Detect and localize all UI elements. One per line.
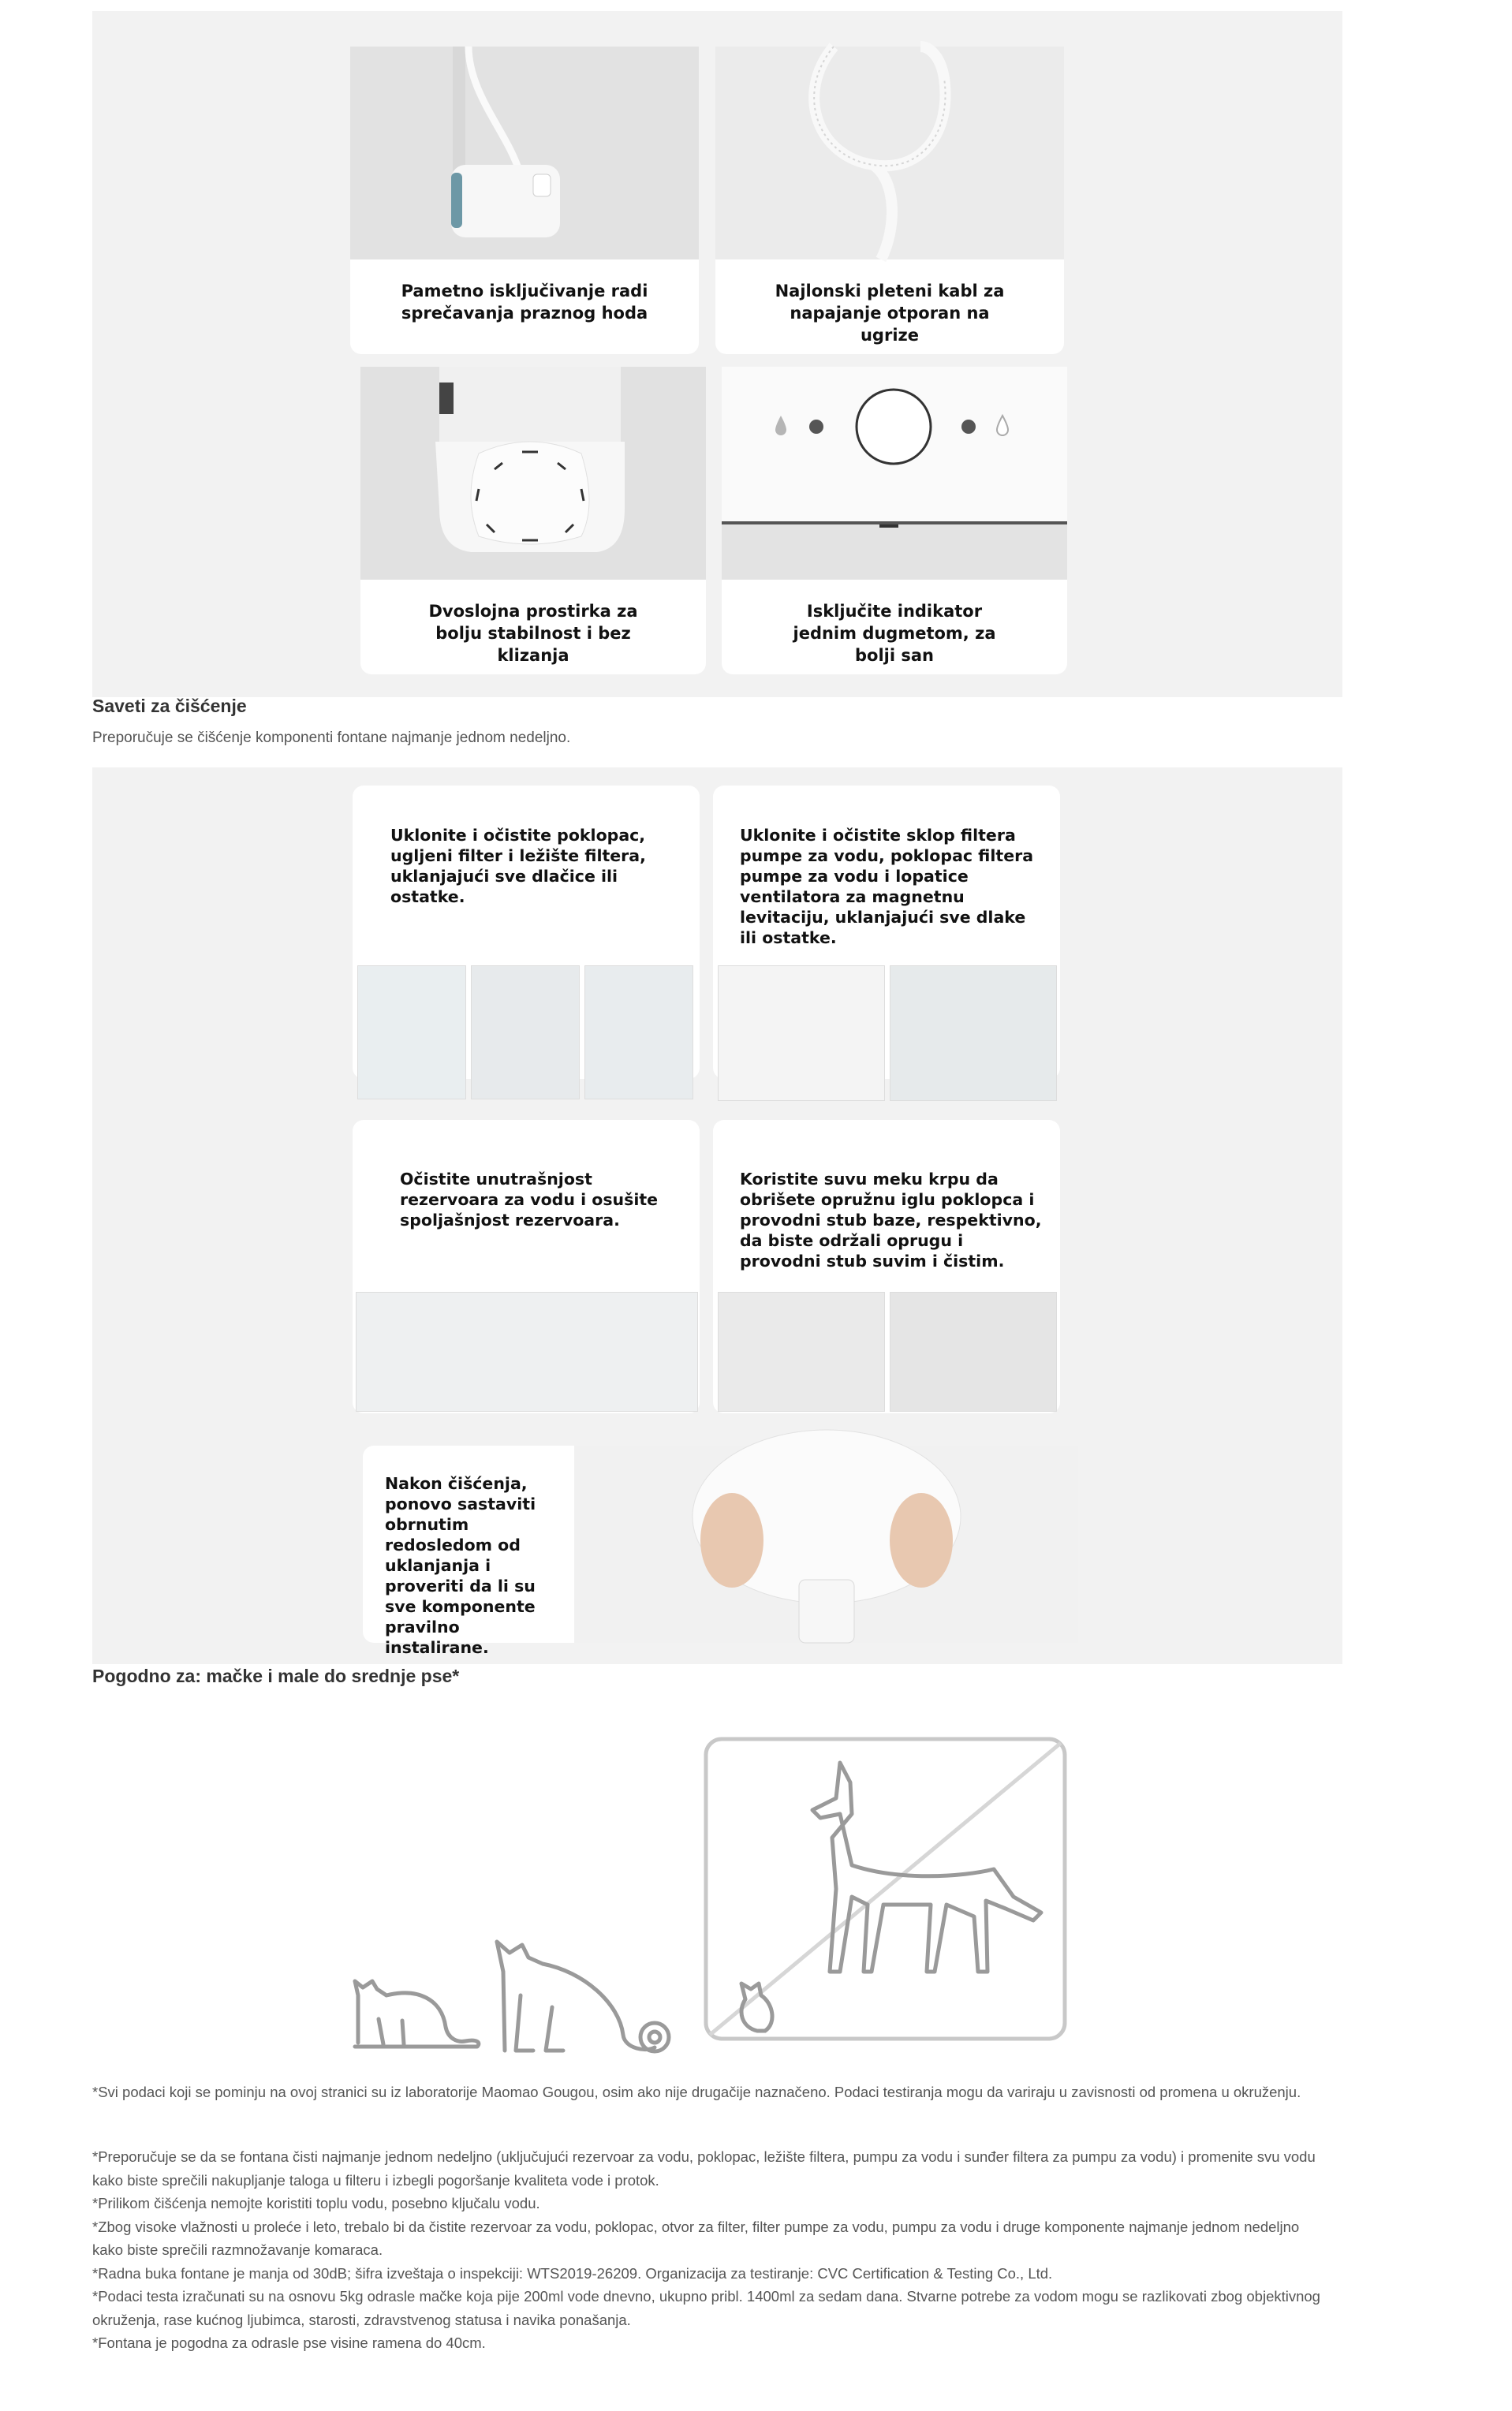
indicator-illustration	[722, 367, 1067, 580]
reassembly-illustration	[574, 1446, 1078, 1643]
footnote: *Podaci testa izračunati su na osnovu 5kg odrasle mačke koja pije 200ml vode dnevno, ukupno pribl. 1400ml za sedam dana. Stvarne potrebe za vodom mogu se razlikovati zbog objektivnog okruženja, rase kućnog ljubimca, starosti, zdravstvenog statusa i navika ponašanja.	[92, 2288, 1320, 2328]
braided-cable-illustration	[715, 47, 1064, 259]
footnote-list	[92, 2145, 1323, 2355]
fountain-base-illustration	[360, 367, 706, 580]
fountain-pole-illustration	[350, 47, 699, 259]
footnote: *Prilikom čišćenja nemojte koristiti toplu vodu, posebno ključalu vodu.	[92, 2195, 540, 2211]
step-photo	[584, 965, 693, 1099]
step-photo	[356, 1292, 698, 1412]
auto-shutoff-image	[350, 47, 699, 259]
feature-caption: Isključite indikator jednim dugmetom, za bolji san	[793, 602, 996, 665]
suitable-title: Pogodno za: mačke i male do srednje pse*	[92, 1666, 460, 1686]
footnote: *Radna buka fontane je manja od 30dB; šifra izveštaja o inspekciji: WTS2019-26209. Organizacija za testiranje: CVC Certification & Testing Co., Ltd.	[92, 2264, 1053, 2282]
step-text: Nakon čišćenja, ponovo sastaviti obrnutim redosledom od uklanjanja i proveriti da li su sve komponente pravilno instalirane.	[385, 1474, 536, 1657]
features-panel	[92, 11, 1342, 697]
large-dog-not-suitable-icon	[706, 1739, 1065, 2039]
cleaning-steps-panel	[92, 767, 1342, 1664]
step-photo	[357, 965, 466, 1099]
step-text: Koristite suvu meku krpu da obrišete opružnu iglu poklopca i provodni stub baze, respektivno, da biste održali oprugu i provodni stub suvim i čistim.	[740, 1170, 1042, 1271]
feature-card-base-mat	[360, 367, 706, 674]
indicator-button-image	[722, 367, 1067, 580]
step-text: Uklonite i očistite poklopac, ugljeni filter i ležište filtera, uklanjajući sve dlačice ili ostatke.	[390, 826, 646, 906]
step-photo	[718, 1292, 885, 1412]
large-cat-icon	[497, 1942, 669, 2051]
small-cat-icon	[355, 1981, 479, 2047]
braided-cable-image	[715, 47, 1064, 259]
footnote: *Fontana je pogodna za odrasle pse visine ramena do 40cm.	[92, 2334, 486, 2351]
cleaning-step-1	[353, 786, 700, 1079]
step-photo	[574, 1446, 1078, 1643]
footnote: *Zbog visoke vlažnosti u proleće i leto, trebalo bi da čistite rezervoar za vodu, poklopac, otvor za filter, filter pumpe za vodu, pumpu za vodu i druge komponente najmanje jednom nedeljno kako biste sprečili razmnožavanje komaraca.	[92, 2218, 1300, 2258]
footnote: *Preporučuje se da se fontana čisti najmanje jednom nedeljno (uključujući rezervoar za vodu, poklopac, ležište filtera, pumpu za vodu i sunđer filtera za pumpu za vodu) i promenite svu vodu kako biste sprečili nakupljanje taloga u filteru i izbegli pogoršanje kvaliteta vode i protok.	[92, 2148, 1316, 2189]
step-photo	[890, 1292, 1057, 1412]
step-photo	[718, 965, 885, 1101]
cleaning-title: Saveti za čišćenje	[92, 696, 247, 716]
footnote: *Svi podaci koji se pominju na ovoj stranici su iz laboratorije Maomao Gougou, osim ako nije drugačije naznačeno. Podaci testiranja mogu da variraju u zavisnosti od promena u okruženju.	[92, 2084, 1301, 2100]
pet-size-illustration	[347, 1735, 1073, 2058]
feature-caption: Najlonski pleteni kabl za napajanje otporan na ugrize	[775, 282, 1005, 345]
step-text: Očistite unutrašnjost rezervoara za vodu i osušite spoljašnjost rezervoara.	[400, 1170, 659, 1230]
feature-card-indicator	[722, 367, 1067, 674]
cleaning-step-3	[353, 1120, 700, 1413]
footnote-primary	[92, 2081, 1323, 2104]
feature-caption: Pametno isključivanje radi sprečavanja praznog hoda	[401, 282, 648, 323]
step-text: Uklonite i očistite sklop filtera pumpe za vodu, poklopac filtera pumpe za vodu i lopatice ventilatora za magnetnu levitaciju, uklanjajući sve dlake ili ostatke.	[740, 826, 1034, 947]
step-photo	[890, 965, 1057, 1101]
cleaning-step-2	[713, 786, 1060, 1079]
feature-caption: Dvoslojna prostirka za bolju stabilnost i bez klizanja	[428, 602, 638, 665]
step-photo	[471, 965, 580, 1099]
cleaning-subtitle: Preporučuje se čišćenje komponenti fontane najmanje jednom nedeljno.	[92, 730, 571, 746]
base-mat-image	[360, 367, 706, 580]
cleaning-step-5	[363, 1446, 1078, 1657]
cleaning-step-4	[713, 1120, 1060, 1413]
feature-card-braided-cable	[715, 47, 1064, 354]
feature-card-auto-shutoff	[350, 47, 699, 354]
